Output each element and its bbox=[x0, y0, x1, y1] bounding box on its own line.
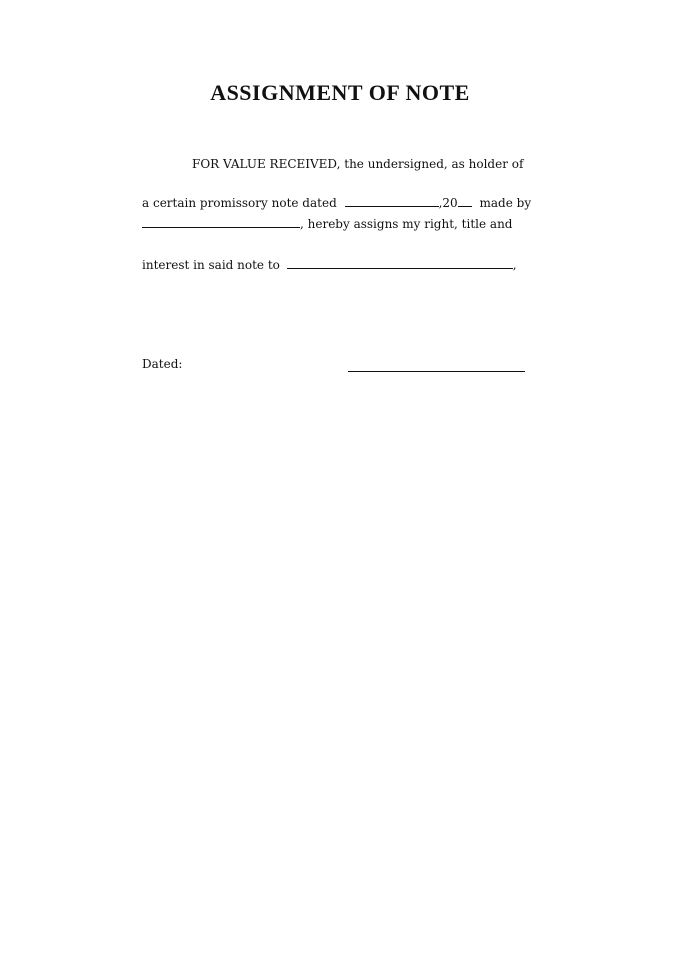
paragraph-line-4 bbox=[142, 257, 517, 273]
line2-year-prefix: ,20 bbox=[438, 196, 458, 210]
line2-text-start: a certain promissory note dated bbox=[142, 196, 337, 210]
paragraph-line-1 bbox=[192, 156, 523, 172]
maker-name-blank bbox=[142, 216, 300, 228]
line3-text: , hereby assigns my right, title and bbox=[300, 217, 513, 231]
signature-line bbox=[348, 371, 525, 372]
document-title: ASSIGNMENT OF NOTE bbox=[210, 80, 470, 105]
assignee-name-blank bbox=[287, 257, 513, 269]
paragraph-line-3 bbox=[142, 216, 512, 232]
paragraph-line-2 bbox=[142, 195, 531, 211]
line4-text: interest in said note to bbox=[142, 258, 280, 272]
dated-label: Dated: bbox=[142, 357, 183, 371]
line1-text: FOR VALUE RECEIVED, the undersigned, as holder of bbox=[192, 157, 524, 171]
note-year-blank bbox=[458, 195, 472, 207]
note-date-blank bbox=[345, 195, 439, 207]
line2-text-end: made by bbox=[479, 196, 532, 210]
line4-comma: , bbox=[512, 258, 517, 272]
